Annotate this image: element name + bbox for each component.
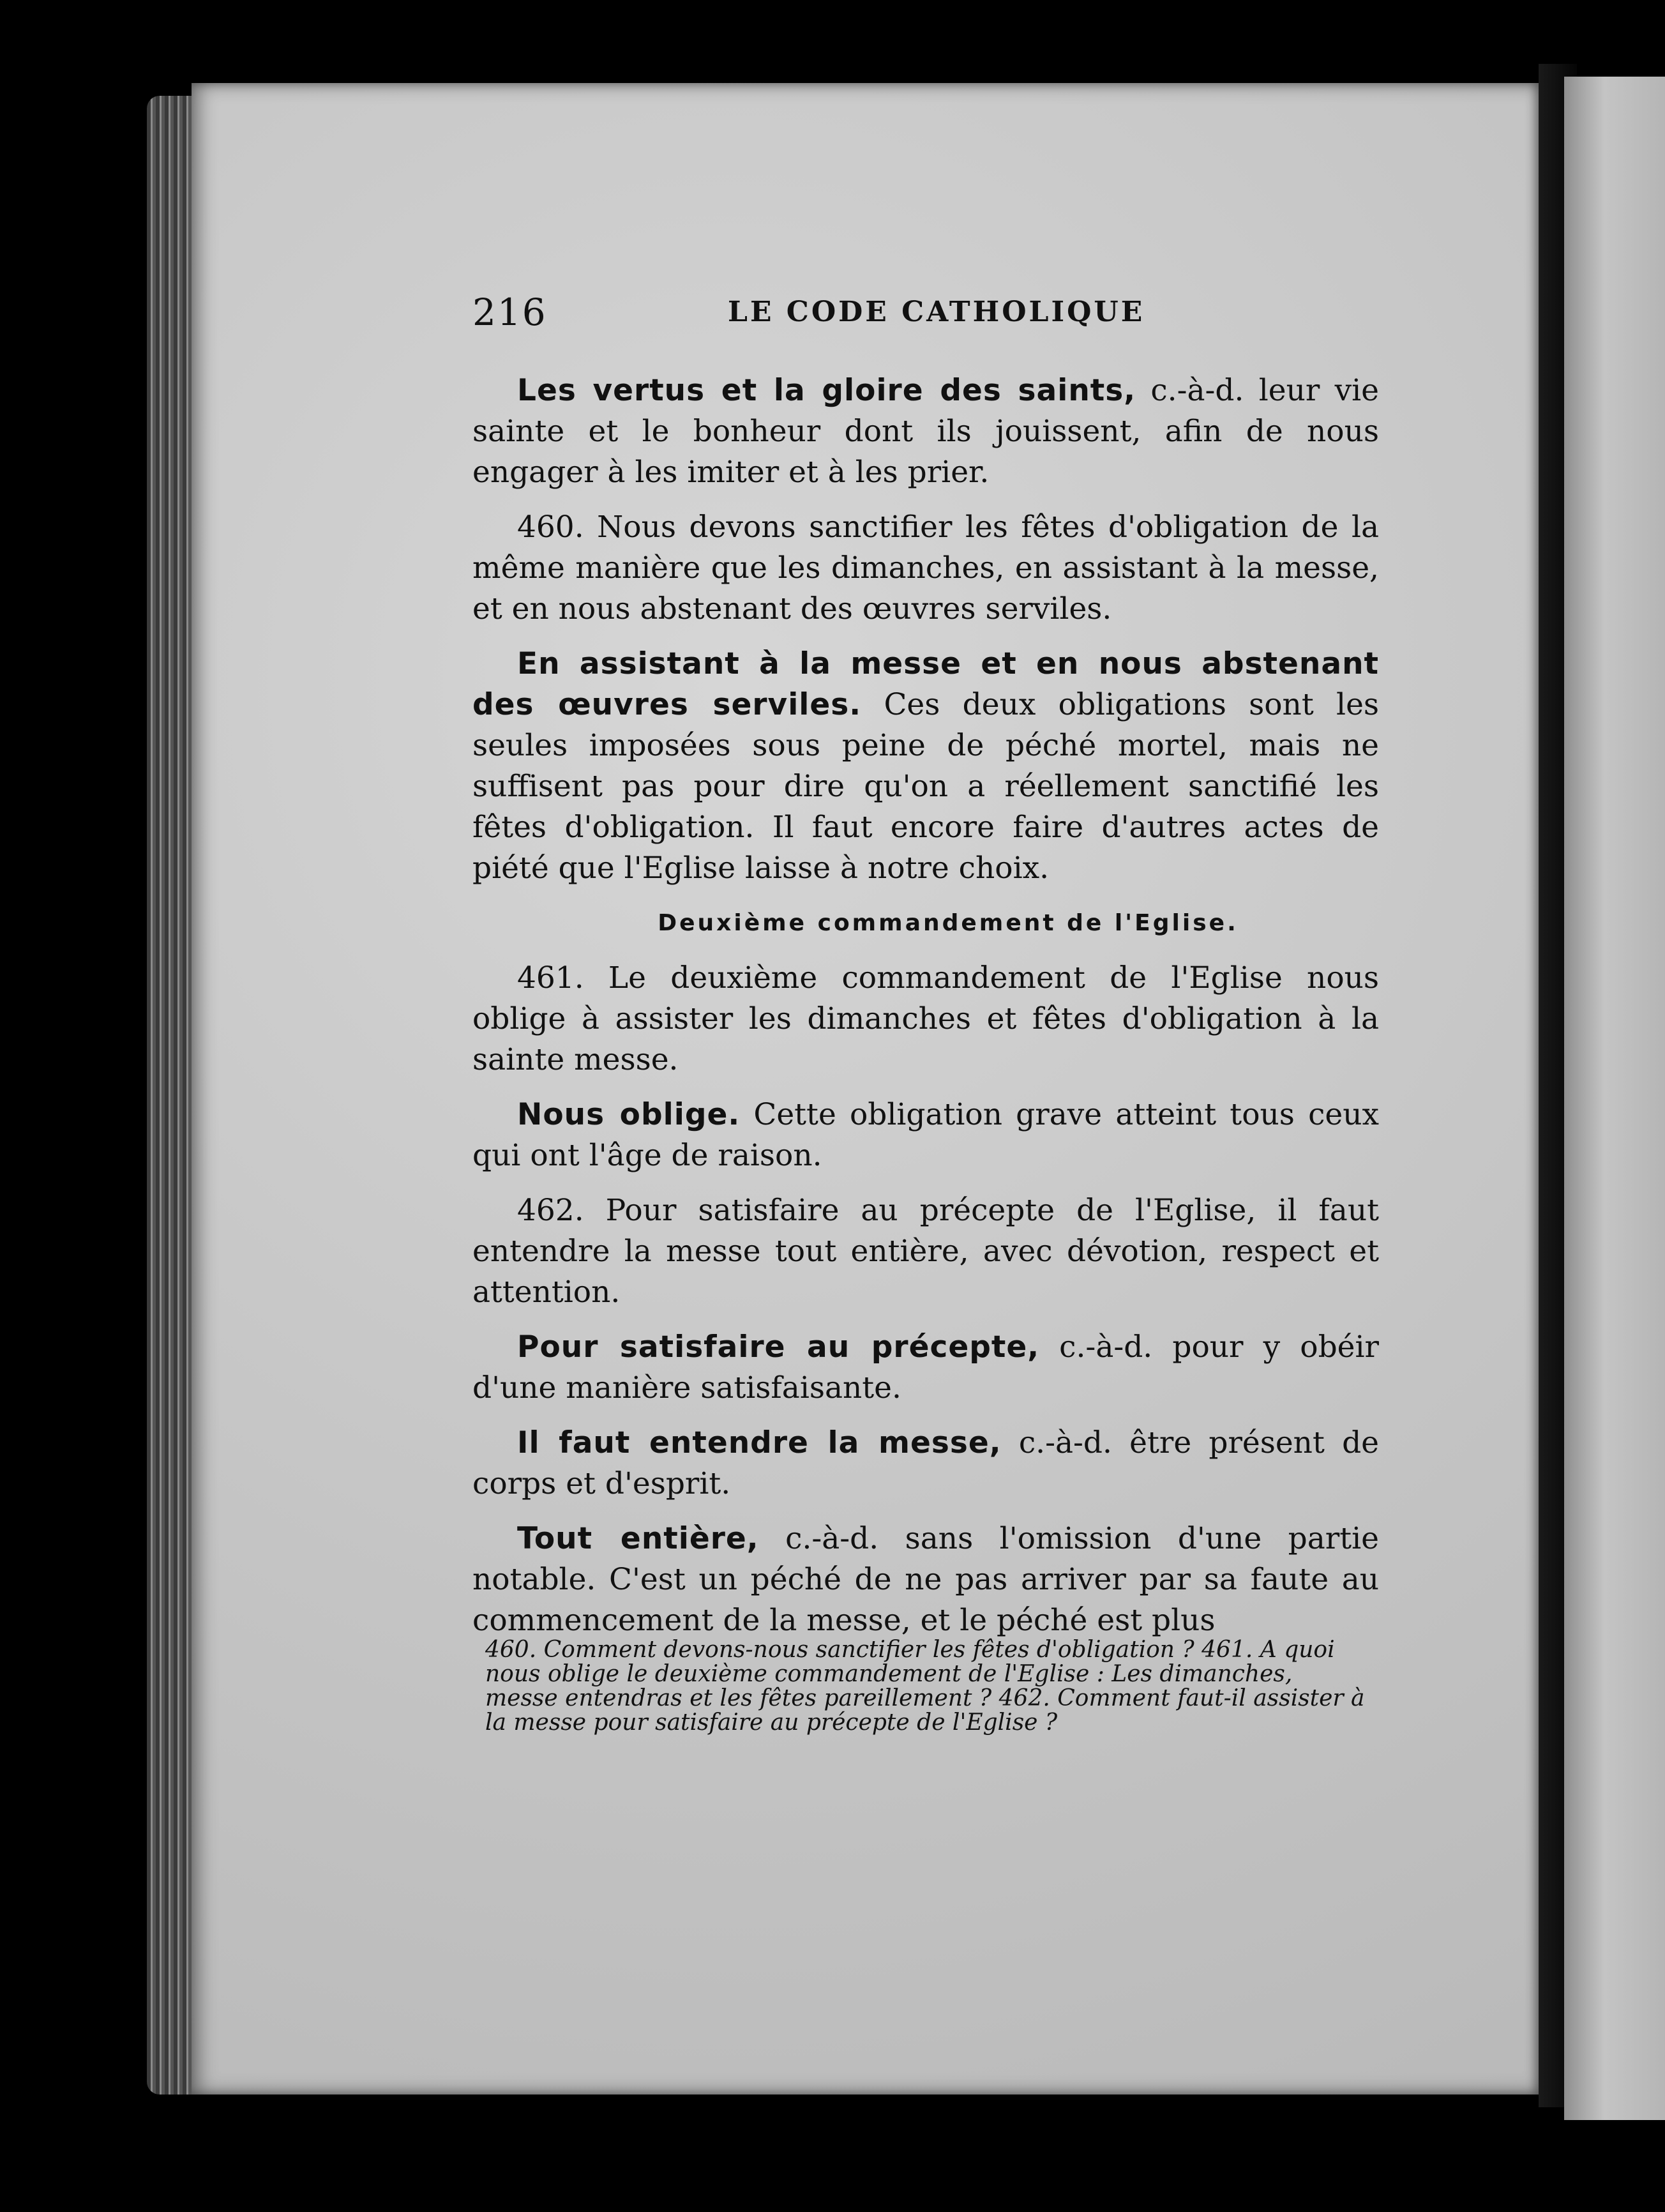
paragraph-text: 462. Pour satisfaire au précepte de l'Eglise, il faut entendre la messe tout entière, avec dévotion, respect et attention. — [472, 1193, 1379, 1310]
paragraph — [472, 1327, 1379, 1409]
paragraph-lead: Il faut entendre la messe, — [517, 1425, 1002, 1460]
footnote-questions — [485, 1638, 1379, 1735]
paragraph-lead: Tout entière, — [517, 1521, 759, 1556]
paragraph-text: Ces deux obligations sont les seules imposées sous peine de péché mortel, mais ne suffisent pas pour dire qu'on a réellement sanctifié les fêtes d'obligation. Il faut encore faire d'autres actes de piété que l'Eglise laisse à notre choix. — [472, 687, 1379, 886]
paragraph — [472, 1423, 1379, 1504]
paragraph-text: 460. Nous devons sanctifier les fêtes d'obligation de la même manière que les dimanches, en assistant à la messe, et en nous abstenant des œuvres serviles. — [472, 510, 1379, 626]
paragraph — [472, 1095, 1379, 1176]
paragraph-text: c.-à-d. leur vie sainte et le bonheur dont ils jouissent, afin de nous engager à les imiter et à les prier. — [472, 373, 1379, 490]
paragraph — [472, 507, 1379, 630]
facing-page-edge — [1564, 77, 1665, 2120]
footnote-line: messe entendras et les fêtes pareillement ? 462. Comment faut-il assister à — [485, 1685, 1365, 1711]
page-number: 216 — [472, 291, 547, 334]
paragraph-text: 461. Le deuxième commandement de l'Eglise nous oblige à assister les dimanches et fêtes d'obligation à la sainte messe. — [472, 960, 1379, 1077]
paragraph-lead: Pour satisfaire au précepte, — [517, 1329, 1040, 1365]
paragraph-lead: Les vertus et la gloire des saints, — [517, 373, 1136, 408]
section-heading: Deuxième commandement de l'Eglise. — [658, 910, 1239, 936]
paragraph-text: Cette obligation grave atteint tous ceux qui ont l'âge de raison. — [472, 1097, 1379, 1173]
running-head — [472, 291, 1456, 342]
paragraph — [472, 644, 1379, 889]
paragraph — [472, 1519, 1379, 1641]
paragraph-text: c.-à-d. sans l'omission d'une partie notable. C'est un péché de ne pas arriver par sa faute au commencement de la messe, et le péché est plus — [472, 1521, 1379, 1638]
paragraph — [472, 370, 1379, 493]
footnote-line: nous oblige le deuxième commandement de l'Eglise : Les dimanches, — [485, 1661, 1293, 1687]
footnote-line: la messe pour satisfaire au précepte de l'Eglise ? — [485, 1709, 1058, 1736]
paragraph — [472, 1190, 1379, 1313]
paragraph-text: c.-à-d. pour y obéir d'une manière satisfaisante. — [472, 1329, 1379, 1405]
footnote-line: 460. Comment devons-nous sanctifier les fêtes d'obligation ? 461. A quoi — [485, 1637, 1335, 1663]
paragraph-lead: En assistant à la messe et en nous abstenant des œuvres serviles. — [472, 646, 1379, 722]
paragraph — [472, 958, 1379, 1080]
book-title: LE CODE CATHOLIQUE — [728, 296, 1145, 328]
paragraph-lead: Nous oblige. — [517, 1097, 741, 1132]
paragraph-text: c.-à-d. être présent de corps et d'esprit. — [472, 1425, 1379, 1501]
body-text — [472, 370, 1379, 1655]
